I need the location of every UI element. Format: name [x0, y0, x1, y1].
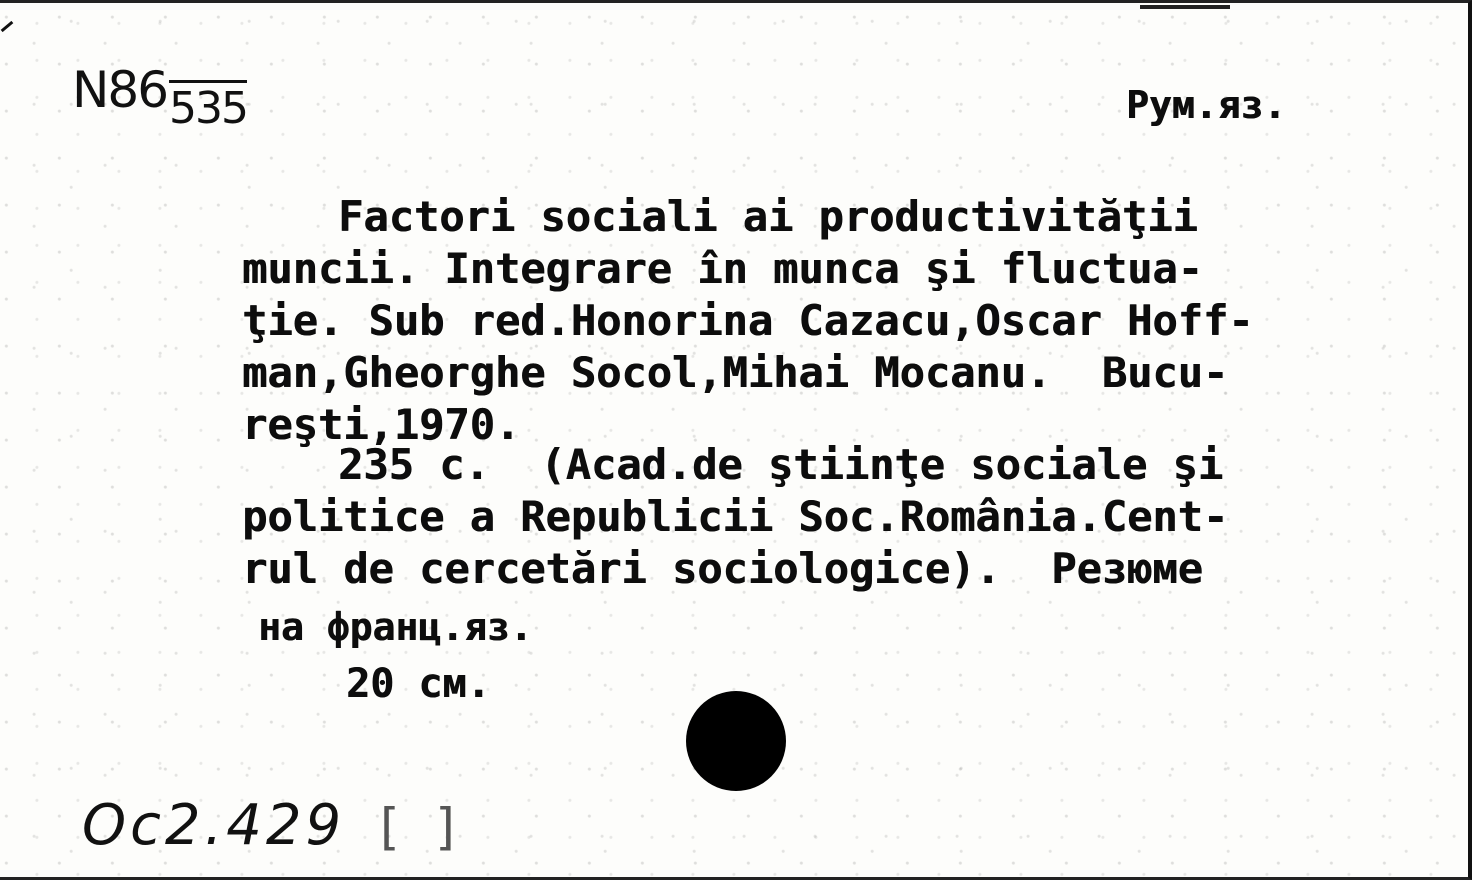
title-line-1: Factori sociali ai productivităţii	[338, 192, 1198, 241]
size-note: 20 см.	[346, 661, 491, 707]
punch-hole	[686, 691, 786, 791]
imprint-line: reşti,1970.	[242, 400, 521, 449]
call-number-sub: 535	[169, 80, 247, 129]
inventory-bracket: [ ]	[380, 798, 465, 856]
title-line-2: muncii. Integrare în munca şi fluctua-	[242, 244, 1203, 293]
call-number-main: N86	[72, 61, 168, 119]
series-line-1: politice a Republicii Soc.România.Cent-	[242, 492, 1229, 541]
inventory-number: Oc2.429	[82, 793, 346, 858]
call-number	[72, 61, 248, 134]
language-note: Рум.яз.	[1126, 83, 1287, 127]
corner-mark	[1, 21, 14, 32]
summary-note: на франц.яз.	[258, 605, 533, 649]
editors-line-1: ţie. Sub red.Honorina Cazacu,Oscar Hoff-	[242, 296, 1254, 345]
editors-line-2: man,Gheorghe Socol,Mihai Mocanu. Bucu-	[242, 348, 1229, 397]
pagination-line: 235 c. (Acad.de ştiinţe sociale şi	[338, 440, 1224, 489]
edge-mark	[1140, 5, 1230, 9]
series-line-2: rul de cercetări sociologice). Резюме	[242, 544, 1203, 593]
